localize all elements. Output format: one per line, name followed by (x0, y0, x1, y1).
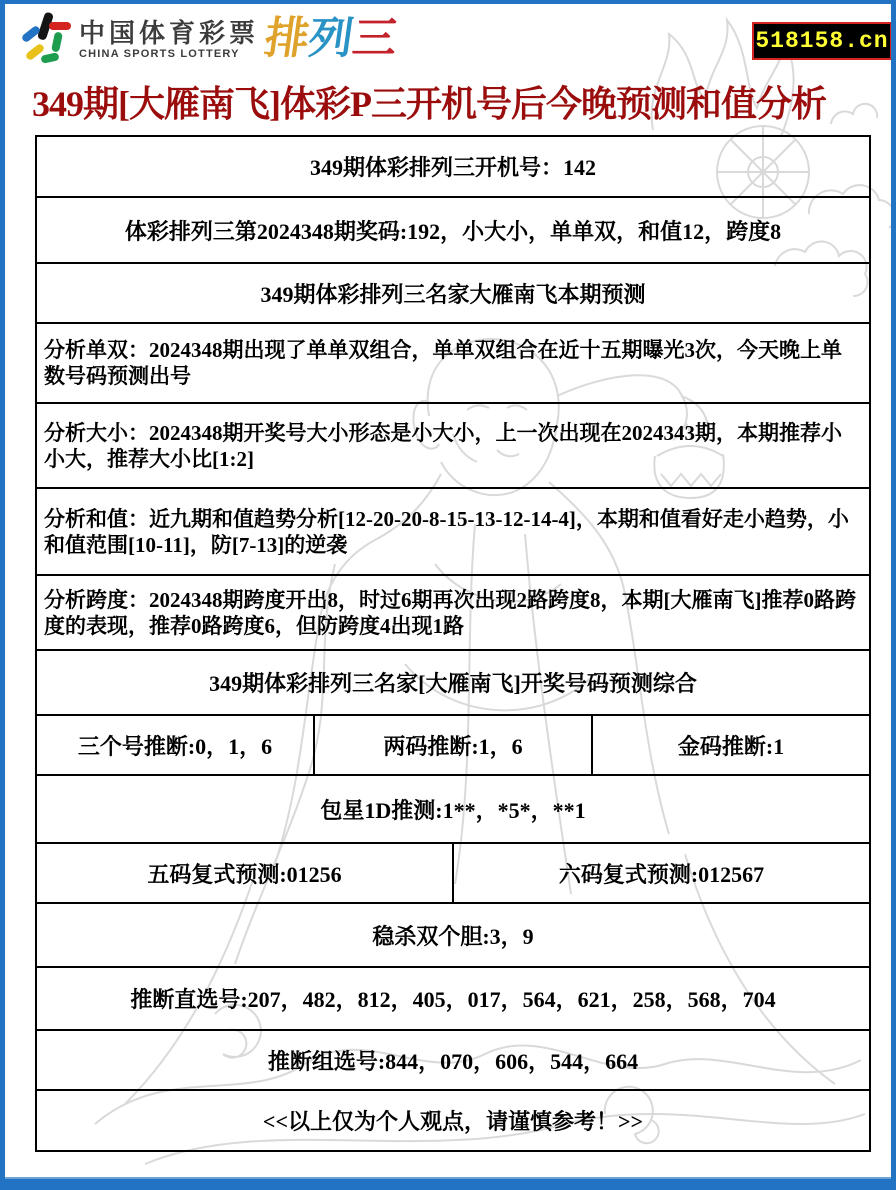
row-kill-double-dan: 稳杀双个胆:3，9 (37, 902, 869, 966)
row-baoxing-1d: 包星1D推测:1**，*5*，**1 (37, 774, 869, 842)
row-fushi-picks (37, 842, 869, 902)
prediction-table (35, 135, 871, 1152)
row-expert-header: 349期体彩排列三名家大雁南飞本期预测 (37, 262, 869, 322)
row-analysis-big-small: 分析大小：2024348期开奖号大小形态是小大小，上一次出现在2024343期，本期推荐小小大，推荐大小比[1:2] (37, 402, 869, 487)
row-zuxuan-numbers: 推断组选号:844，070，606，544，664 (37, 1029, 869, 1089)
row-disclaimer: <<以上仅为个人观点，请谨慎参考！>> (37, 1089, 869, 1150)
logo-chinese-name: 中国体育彩票 (79, 17, 260, 48)
row-summary-header: 349期体彩排列三名家[大雁南飞]开奖号码预测综合 (37, 649, 869, 714)
game-char-lie: 列 (305, 14, 357, 63)
page-title: 349期[大雁南飞]体彩P三开机号后今晚预测和值分析 (32, 84, 826, 124)
cell-two-number-pick: 两码推断:1，6 (313, 716, 591, 774)
game-char-san: 三 (349, 14, 401, 63)
china-sports-lottery-logo-icon (19, 10, 73, 68)
site-url-badge: 518158.cn (752, 22, 892, 60)
row-analysis-sum-value: 分析和值：近九期和值趋势分析[12-20-20-8-15-13-12-14-4]，本期和值看好走小趋势，小和值范围[10-11]，防[7-13]的逆袭 (37, 487, 869, 574)
footer-bar (5, 1177, 891, 1190)
row-zhixuan-numbers: 推断直选号:207，482，812，405，017，564，621，258，568，704 (37, 966, 869, 1029)
row-last-draw-result: 体彩排列三第2024348期奖码:192，小大小，单单双，和值12，跨度8 (37, 196, 869, 262)
game-name-pailiesan (262, 15, 401, 63)
cell-five-code-fushi: 五码复式预测:01256 (147, 861, 342, 887)
row-analysis-span: 分析跨度：2024348期跨度开出8，时过6期再次出现2路跨度8，本期[大雁南飞]推荐0路跨度的表现，推荐0路跨度6，但防跨度4出现1路 (37, 574, 869, 649)
logo-text (79, 18, 259, 61)
cell-gold-number-pick: 金码推断:1 (591, 716, 869, 774)
row-number-picks (37, 714, 869, 774)
header (19, 10, 401, 68)
row-kaiji-number: 349期体彩排列三开机号：142 (309, 155, 596, 180)
game-char-pai: 排 (261, 14, 313, 63)
cell-six-code-fushi: 六码复式预测:012567 (452, 844, 869, 902)
cell-three-number-pick: 三个号推断:0，1，6 (77, 733, 273, 759)
logo-english-name: CHINA SPORTS LOTTERY (79, 47, 240, 60)
row-analysis-odd-even: 分析单双：2024348期出现了单单双组合，单单双组合在近十五期曝光3次，今天晚上单数号码预测出号 (37, 322, 869, 402)
